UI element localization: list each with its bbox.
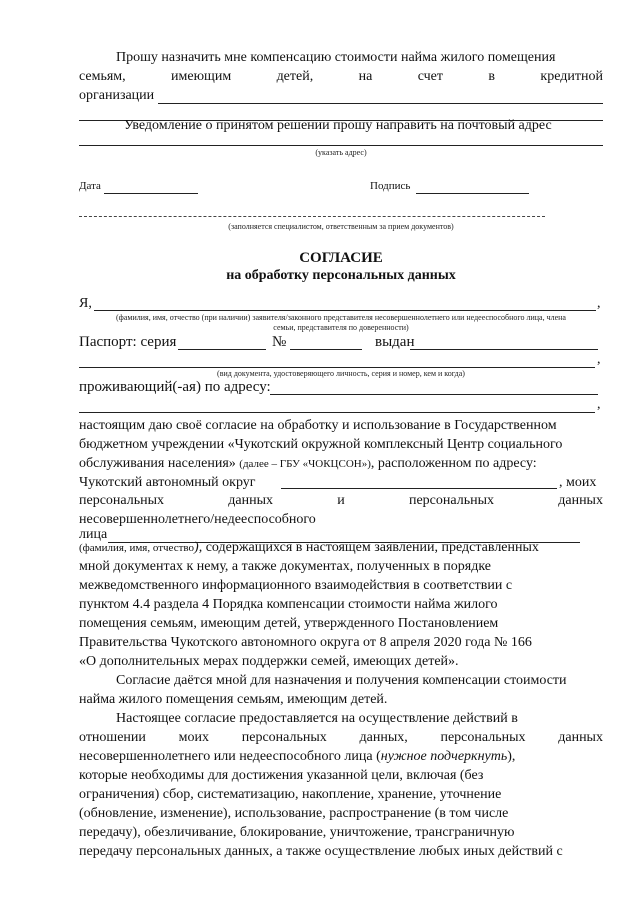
word: данных	[558, 493, 603, 508]
staff-caption: (заполняется специалистом, ответственным за прием документов)	[228, 222, 454, 231]
body-line: Правительства Чукотского автономного округа от 8 апреля 2020 года № 166	[79, 635, 532, 650]
text: обслуживания населения»	[79, 456, 236, 471]
word: и	[337, 493, 345, 508]
word: имеющим	[171, 69, 232, 84]
signature-label: Подпись	[370, 180, 411, 192]
passport-number-label: №	[272, 334, 287, 350]
body-line: Настоящее согласие предоставляется на осуществление действий в	[116, 711, 518, 726]
body-line: бюджетном учреждении «Чукотский окружной комплексный Центр социального	[79, 437, 563, 452]
passport-number-field[interactable]	[290, 349, 362, 350]
fullname-field-line[interactable]	[94, 310, 596, 311]
address-field-line[interactable]	[79, 145, 603, 146]
word: кредитной	[540, 69, 603, 84]
body-line: передачу), обезличивание, блокирование, уничтожение, трансграничную	[79, 825, 515, 840]
fullname-caption-2: семьи, представителя по доверенности)	[273, 323, 409, 332]
date-label: Дата	[79, 180, 101, 192]
cut-line	[79, 216, 545, 217]
word: детей,	[276, 69, 314, 84]
body-line: «О дополнительных мерах поддержки семей, имеющих детей».	[79, 654, 459, 669]
comma: ,	[597, 397, 601, 412]
body-line: (обновление, изменение), использование, распространение (в том числе	[79, 806, 509, 821]
body-line: помещения семьям, имеющим детей, утвержденного Постановлением	[79, 616, 499, 631]
date-field-line[interactable]	[104, 193, 198, 194]
passport-series-field[interactable]	[178, 349, 266, 350]
request-line-3: организации	[79, 88, 155, 103]
consent-title: СОГЛАСИЕ	[299, 250, 383, 266]
word: моих	[178, 730, 209, 745]
body-line: лица	[79, 527, 108, 542]
body-line: пунктом 4.4 раздела 4 Порядка компенсации стоимости найма жилого	[79, 597, 498, 612]
request-line-1: Прошу назначить мне компенсацию стоимости найма жилого помещения	[116, 50, 556, 65]
body-line	[79, 493, 603, 509]
word: семьям,	[79, 69, 126, 84]
comma: ,	[597, 296, 601, 311]
body-line: Чукотский автономный округ	[79, 475, 256, 490]
body-line: несовершеннолетнего/недееспособного	[79, 512, 316, 527]
bank-field-line[interactable]	[158, 103, 603, 104]
word: данных,	[359, 730, 408, 745]
word: персональных	[79, 493, 165, 508]
body-line	[79, 456, 537, 472]
word: отношении	[79, 730, 146, 745]
text: (далее – ГБУ «ЧОКЦСОН»)	[239, 458, 371, 470]
fullname-caption-1: (фамилия, имя, отчество (при наличии) заявителя/законного представителя несовершеннолетнего или недееспособного лица, члена	[116, 313, 566, 322]
body-line: ограничения) сбор, систематизацию, накопление, хранение, уточнение	[79, 787, 502, 802]
text: несовершеннолетнего или недееспособного лица (	[79, 749, 381, 764]
residence-address-field[interactable]	[270, 394, 598, 395]
document-caption: (вид документа, удостоверяющего личность, серия и номер, кем и когда)	[217, 369, 465, 378]
body-line	[79, 749, 515, 765]
word: данных	[558, 730, 603, 745]
ya-label: Я,	[79, 296, 92, 311]
signature-field-line[interactable]	[416, 193, 529, 194]
word: персональных	[408, 493, 494, 508]
text: ),	[507, 749, 516, 764]
comma: ,	[597, 352, 601, 367]
body-line: настоящим даю своё согласие на обработку и использование в Государственном	[79, 418, 557, 433]
notice-line: Уведомление о принятом решении прошу направить на почтовый адрес	[124, 118, 552, 133]
address-caption: (указать адрес)	[315, 148, 367, 157]
text: нужное подчеркнуть	[380, 749, 508, 764]
text: , моих	[559, 475, 597, 490]
text: содержащихся в настоящем заявлении, представленных	[202, 540, 539, 555]
issued-label: выдан	[375, 334, 415, 350]
passport-series-label: Паспорт: серия	[79, 334, 177, 350]
issued-field[interactable]	[410, 349, 598, 350]
word: на	[358, 69, 373, 84]
body-line: передачу персональных данных, а также осуществление любых иных действий с	[79, 844, 563, 859]
consent-subtitle: на обработку персональных данных	[226, 268, 456, 283]
okrug-address-field[interactable]	[281, 488, 557, 489]
word: в	[488, 69, 496, 84]
body-line	[79, 540, 539, 556]
word: данных	[228, 493, 273, 508]
residence-address-field-2[interactable]	[79, 412, 595, 413]
word: персональных	[440, 730, 526, 745]
word: персональных	[241, 730, 327, 745]
word: счет	[417, 69, 444, 84]
text: , расположенном по адресу:	[370, 456, 537, 471]
body-line: найма жилого помещения семьям, имеющим детей.	[79, 692, 388, 707]
body-line: Согласие даётся мной для назначения и получения компенсации стоимости	[116, 673, 567, 688]
text: ),	[194, 540, 203, 555]
body-line: межведомственного информационного взаимодействия в соответствии с	[79, 578, 513, 593]
residing-label: проживающий(-ая) по адресу:	[79, 379, 271, 395]
request-line-2	[79, 69, 603, 85]
body-line: которые необходимы для достижения указанной цели, включая (без	[79, 768, 484, 783]
text: (фамилия, имя, отчество	[79, 542, 195, 554]
body-line	[79, 730, 603, 746]
body-line: мной документах к нему, а также документах, полученных в порядке	[79, 559, 492, 574]
issued-field-line-2[interactable]	[79, 367, 595, 368]
